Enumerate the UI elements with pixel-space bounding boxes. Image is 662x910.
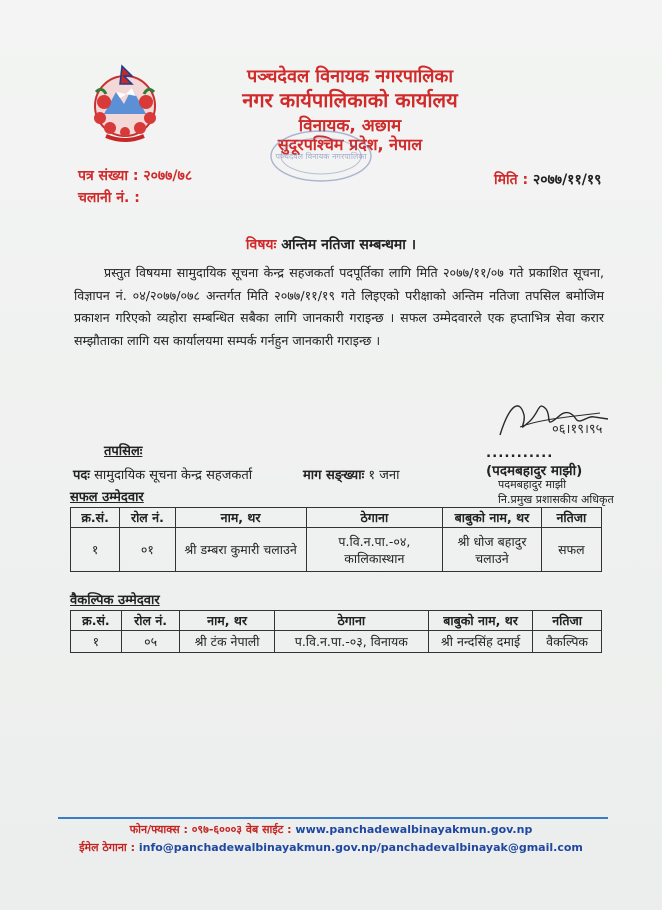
col-father: बाबुको नाम, थर xyxy=(428,611,532,631)
table-row: १ ०१ श्री डम्बरा कुमारी चलाउने प.वि.न.पा.-०४, कालिकास्थान श्री धोज बहादुर चलाउने सफल xyxy=(71,528,602,572)
footer-contact: फोन/फ्याक्स : ०९७-६०००३ वेब साईट : www.panchadewalbinayakmun.gov.np xyxy=(129,823,533,836)
municipality-name: पञ्चदेवल विनायक नगरपालिका xyxy=(246,66,454,87)
website-link: www.panchadewalbinayakmun.gov.np xyxy=(295,823,533,836)
province-name: सुदूरपश्चिम प्रदेश, नेपाल xyxy=(277,135,423,154)
col-sn: क्र.सं. xyxy=(71,508,120,528)
col-roll: रोल नं. xyxy=(121,611,180,631)
dispatch-number: चलानी नं. : xyxy=(78,190,140,206)
nepal-emblem-icon xyxy=(70,62,180,144)
footer-divider xyxy=(58,817,608,819)
col-roll: रोल नं. xyxy=(120,508,175,528)
signatory-designation: नि.प्रमुख प्रशासकीय अधिकृत xyxy=(498,493,614,506)
stamp-text: पञ्चदेवल विनायक नगरपालिका xyxy=(275,152,367,161)
office-stamp-icon xyxy=(268,128,374,184)
col-result: नतिजा xyxy=(541,508,601,528)
notice-body xyxy=(74,262,604,352)
office-location: विनायक, अछाम xyxy=(298,116,402,136)
success-heading: सफल उम्मेदवार xyxy=(70,490,144,505)
col-result: नतिजा xyxy=(533,611,602,631)
post-info: पदः सामुदायिक सूचना केन्द्र सहजकर्ता xyxy=(73,468,253,483)
demand-info: माग सङ्ख्याः १ जना xyxy=(303,468,400,483)
col-name: नाम, थर xyxy=(180,611,274,631)
table-row: १ ०५ श्री टंक नेपाली प.वि.न.पा.-०३, विनायक श्री नन्दसिंह दमाई वैकल्पिक xyxy=(71,631,602,653)
alternate-table-header xyxy=(71,611,602,631)
office-name: नगर कार्यपालिकाको कार्यालय xyxy=(242,88,458,112)
signature-icon xyxy=(480,395,615,443)
signatory-small-name: पदमबहादुर माझी xyxy=(498,478,567,491)
subject-line: विषयः अन्तिम नतिजा सम्बन्धमा । xyxy=(245,237,417,253)
alternate-table xyxy=(70,610,602,653)
col-sn: क्र.सं. xyxy=(71,611,122,631)
svg-text:०६।१९।९५: ०६।१९।९५ xyxy=(552,422,603,437)
email-link: info@panchadewalbinayakmun.gov.np/panchadevalbinayak@gmail.com xyxy=(138,841,583,854)
success-table-header xyxy=(71,508,602,528)
footer-email: ईमेल ठेगाना : info@panchadewalbinayakmun.gov.np/panchadevalbinayak@gmail.com xyxy=(79,841,583,854)
signatory-name: ........... (पदमबहादुर माझी) xyxy=(486,445,583,479)
col-address: ठेगाना xyxy=(274,611,428,631)
letter-number: पत्र संख्या : २०७७/७८ xyxy=(78,168,193,184)
col-address: ठेगाना xyxy=(306,508,443,528)
col-name: नाम, थर xyxy=(175,508,306,528)
letter-date: मिति : २०७७/११/१९ xyxy=(494,172,602,188)
notice-paragraph: प्रस्तुत विषयमा सामुदायिक सूचना केन्द्र सहजकर्ता पदपूर्तिका लागि मिति २०७७/११/०७ गते प्रकाशित सूचना, विज्ञापन नं. ०४/२०७७/०७८ अन्तर्गत मिति २०७७/११/१९ गते लिइएको परीक्षाको अन्तिम नतिजा तपसिल बमोजिम प्रकाशन गरिएको व्यहोरा सम्बन्धित सबैका लागि जानकारी गराइन्छ । सफल उम्मेदवारले एक हप्ताभित्र सेवा करार सम्झौताका लागि यस कार्यालयमा सम्पर्क गर्नहुन जानकारी गराइन्छ । xyxy=(74,265,604,348)
col-father: बाबुको नाम, थर xyxy=(443,508,542,528)
alternate-heading: वैकल्पिक उम्मेदवार xyxy=(70,593,160,608)
tapsil-heading: तपसिलः xyxy=(104,444,143,459)
success-table xyxy=(70,507,602,572)
